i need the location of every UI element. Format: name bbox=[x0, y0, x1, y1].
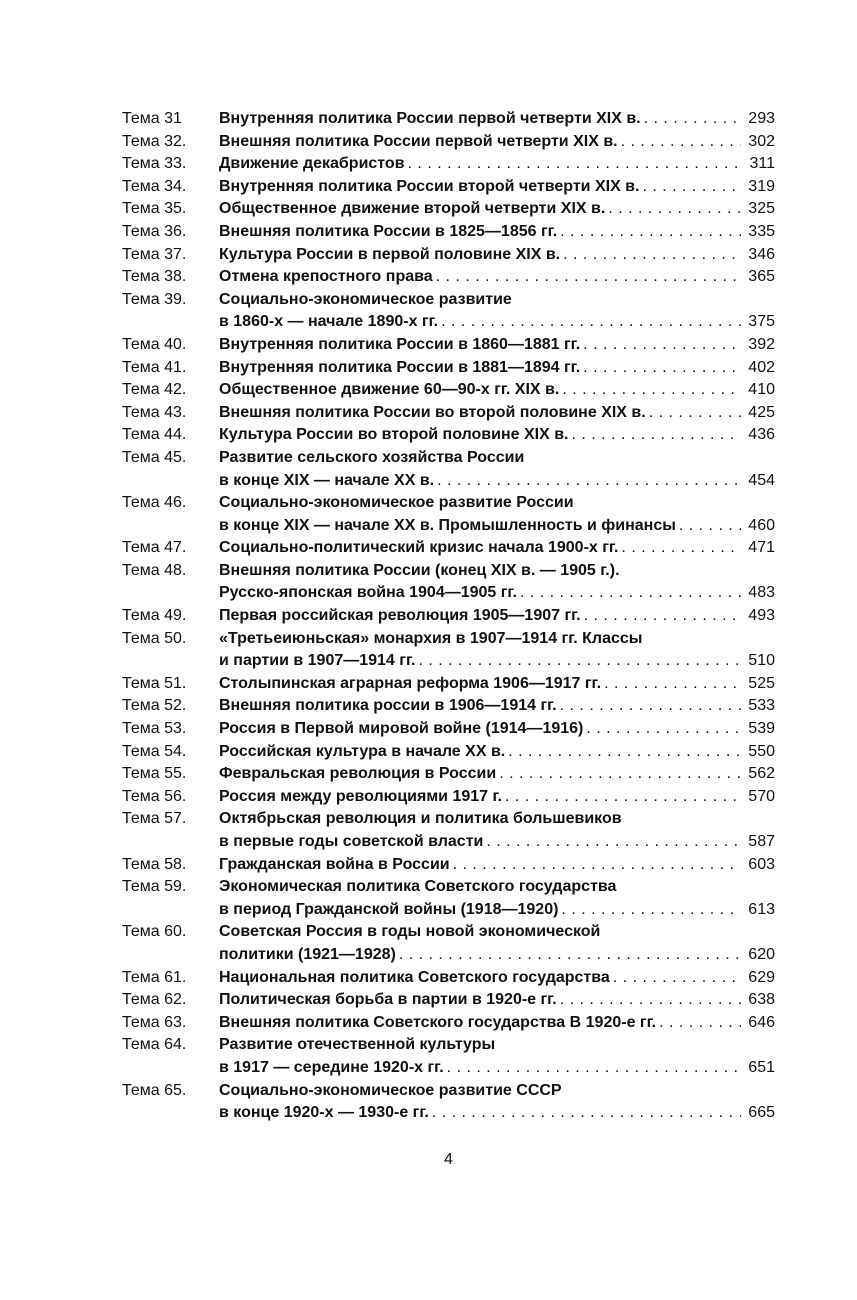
dot-leader bbox=[434, 470, 741, 493]
dot-leader bbox=[415, 650, 741, 673]
toc-entry-title: Экономическая политика Советского государства bbox=[219, 878, 617, 896]
dot-leader bbox=[405, 153, 741, 176]
toc-row bbox=[122, 402, 775, 425]
toc-entry-title: Русско-японская война 1904—1905 гг. bbox=[219, 584, 517, 602]
toc-entry-page: 587 bbox=[748, 833, 775, 850]
toc-entry-page: 392 bbox=[748, 335, 775, 353]
toc-entry-label: Тема 51. bbox=[122, 674, 187, 692]
toc-entry-label: Тема 39. bbox=[122, 290, 187, 308]
toc-entry-title: в первые годы советской власти bbox=[219, 833, 484, 850]
toc-row bbox=[122, 582, 775, 605]
toc-entry-title: Февральская революция в России bbox=[219, 765, 497, 783]
dot-leader bbox=[641, 108, 741, 131]
toc-entry-title: в конце XIX — начале XX в. Промышленность и финансы bbox=[219, 516, 676, 534]
toc-entry-title: Политическая борьба в партии в 1920-е гг. bbox=[219, 991, 557, 1009]
dot-leader bbox=[676, 515, 741, 538]
dot-leader bbox=[433, 266, 741, 289]
toc-entry-title: в 1917 — середине 1920-х гг. bbox=[219, 1058, 444, 1076]
toc-entry-title: Россия между революциями 1917 г. bbox=[219, 787, 502, 805]
toc-entry-page: 346 bbox=[748, 245, 775, 263]
dot-leader bbox=[605, 198, 741, 221]
toc-entry-page: 638 bbox=[748, 991, 775, 1009]
toc-entry-page: 613 bbox=[748, 900, 775, 918]
toc-row bbox=[122, 289, 775, 312]
dot-leader bbox=[502, 786, 741, 809]
toc-entry-label: Тема 41. bbox=[122, 358, 187, 376]
toc-row bbox=[122, 221, 775, 244]
dot-leader bbox=[557, 989, 741, 1012]
toc-entry-label: Тема 48. bbox=[122, 561, 187, 579]
dot-leader bbox=[557, 221, 741, 244]
toc-entry-label: Тема 53. bbox=[122, 720, 187, 738]
dot-leader bbox=[656, 1012, 741, 1035]
toc-entry-page: 665 bbox=[748, 1104, 775, 1122]
toc-entry-label: Тема 60. bbox=[122, 923, 187, 941]
toc-entry-page: 525 bbox=[748, 674, 775, 692]
toc-entry-page: 651 bbox=[748, 1058, 775, 1076]
toc-entry-title: Внутренняя политика России первой четверти XIX в. bbox=[219, 110, 641, 127]
toc-entry-title: Внешняя политика Советского государства В 1920-е гг. bbox=[219, 1013, 657, 1031]
toc-entry-title: Культура России во второй половине XIX в. bbox=[219, 426, 569, 444]
toc-entry-title: Внешняя политика России (конец XIX в. — 1905 г.). bbox=[219, 561, 620, 579]
toc-entry-label: Тема 65. bbox=[122, 1081, 187, 1099]
toc-entry-title: Социально-экономическое развитие bbox=[219, 290, 512, 308]
toc-entry-title: Столыпинская аграрная реформа 1906—1917 гг. bbox=[219, 674, 602, 692]
toc-entry-label: Тема 54. bbox=[122, 742, 187, 760]
toc-entry-page: 325 bbox=[748, 200, 775, 218]
dot-leader bbox=[557, 695, 741, 718]
toc-entry-title: Советская Россия в годы новой экономической bbox=[219, 923, 601, 941]
toc-entry-page: 293 bbox=[748, 110, 775, 127]
dot-leader bbox=[639, 176, 741, 199]
toc-row bbox=[122, 560, 775, 583]
toc-row bbox=[122, 921, 775, 944]
toc-entry-title: в конце 1920-х — 1930-е гг. bbox=[219, 1104, 429, 1122]
toc-entry-title: Октябрьская революция и политика большевиков bbox=[219, 810, 622, 828]
toc-entry-page: 410 bbox=[748, 381, 775, 399]
dot-leader bbox=[618, 537, 741, 560]
toc-entry-title: Россия в Первой мировой войне (1914—1916) bbox=[219, 720, 584, 738]
toc-row bbox=[122, 1080, 775, 1103]
toc-row bbox=[122, 808, 775, 831]
toc-entry-page: 460 bbox=[748, 516, 775, 534]
dot-leader bbox=[438, 311, 741, 334]
toc-row bbox=[122, 357, 775, 380]
toc-row bbox=[122, 311, 775, 334]
toc-row bbox=[122, 876, 775, 899]
toc-entry-page: 471 bbox=[748, 539, 775, 557]
toc-entry-label: Тема 49. bbox=[122, 607, 187, 625]
toc-entry-label: Тема 31 bbox=[122, 110, 182, 127]
toc-entry-title: Отмена крепостного права bbox=[219, 268, 433, 286]
toc-entry-label: Тема 47. bbox=[122, 539, 187, 557]
toc-entry-label: Тема 40. bbox=[122, 335, 187, 353]
toc-row bbox=[122, 176, 775, 199]
dot-leader bbox=[569, 424, 742, 447]
toc-entry-title: Социально-экономическое развитие России bbox=[219, 494, 574, 512]
toc-row bbox=[122, 266, 775, 289]
toc-row bbox=[122, 1102, 775, 1125]
dot-leader bbox=[581, 605, 741, 628]
toc-entry-title: политики (1921—1928) bbox=[219, 945, 396, 963]
toc-entry-label: Тема 45. bbox=[122, 448, 187, 466]
toc-entry-label: Тема 50. bbox=[122, 629, 187, 647]
toc-row bbox=[122, 718, 775, 741]
toc-entry-title: Общественное движение второй четверти XIX в. bbox=[219, 200, 606, 218]
toc-entry-title: в конце XIX — начале XX в. bbox=[219, 471, 435, 489]
toc-entry-page: 533 bbox=[748, 697, 775, 715]
toc-row bbox=[122, 447, 775, 470]
dot-leader bbox=[560, 244, 741, 267]
toc-row bbox=[122, 1057, 775, 1080]
toc-entry-label: Тема 64. bbox=[122, 1036, 187, 1054]
toc-entry-title: Национальная политика Советского государства bbox=[219, 968, 610, 986]
dot-leader bbox=[558, 899, 741, 922]
toc-entry-label: Тема 52. bbox=[122, 697, 187, 715]
toc-entry-title: Культура России в первой половине XIX в. bbox=[219, 245, 561, 263]
toc-entry-title: Внешняя политика россии в 1906—1914 гг. bbox=[219, 697, 557, 715]
toc-entry-page: 539 bbox=[748, 720, 775, 738]
toc-row bbox=[122, 831, 775, 854]
toc-entry-title: в период Гражданской войны (1918—1920) bbox=[219, 900, 559, 918]
toc-entry-label: Тема 42. bbox=[122, 381, 187, 399]
toc-entry-page: 562 bbox=[748, 765, 775, 783]
toc-entry-title: Движение декабристов bbox=[219, 155, 405, 173]
dot-leader bbox=[517, 582, 741, 605]
dot-leader bbox=[580, 357, 741, 380]
toc-entry-label: Тема 61. bbox=[122, 968, 187, 986]
toc-row bbox=[122, 967, 775, 990]
dot-leader bbox=[483, 831, 741, 854]
toc-entry-page: 375 bbox=[748, 313, 775, 331]
toc-entry-page: 620 bbox=[748, 945, 775, 963]
toc-list bbox=[122, 108, 775, 1125]
toc-row bbox=[122, 131, 775, 154]
toc-entry-title: Внутренняя политика России второй четверти XIX в. bbox=[219, 177, 640, 195]
toc-row bbox=[122, 786, 775, 809]
toc-row bbox=[122, 153, 775, 176]
toc-entry-title: Гражданская война в России bbox=[219, 855, 450, 873]
toc-entry-title: Общественное движение 60—90-х гг. XIX в. bbox=[219, 381, 560, 399]
toc-row bbox=[122, 198, 775, 221]
toc-entry-page: 365 bbox=[748, 268, 775, 286]
toc-row bbox=[122, 944, 775, 967]
toc-row bbox=[122, 989, 775, 1012]
toc-row bbox=[122, 379, 775, 402]
toc-entry-label: Тема 43. bbox=[122, 403, 187, 421]
toc-entry-page: 510 bbox=[748, 652, 775, 670]
dot-leader bbox=[610, 967, 741, 990]
toc-entry-page: 302 bbox=[748, 132, 775, 150]
dot-leader bbox=[429, 1102, 741, 1125]
toc-entry-page: 402 bbox=[748, 358, 775, 376]
toc-entry-label: Тема 57. bbox=[122, 810, 187, 828]
toc-row bbox=[122, 650, 775, 673]
toc-entry-title: Развитие отечественной культуры bbox=[219, 1036, 496, 1054]
dot-leader bbox=[580, 334, 741, 357]
toc-entry-title: и партии в 1907—1914 гг. bbox=[219, 652, 416, 670]
toc-row bbox=[122, 628, 775, 651]
toc-entry-page: 454 bbox=[748, 471, 775, 489]
toc-row bbox=[122, 763, 775, 786]
toc-entry-label: Тема 62. bbox=[122, 991, 187, 1009]
dot-leader bbox=[505, 741, 741, 764]
toc-entry-label: Тема 38. bbox=[122, 268, 187, 286]
dot-leader bbox=[496, 763, 741, 786]
dot-leader bbox=[444, 1057, 741, 1080]
toc-entry-label: Тема 33. bbox=[122, 155, 187, 173]
toc-entry-page: 483 bbox=[748, 584, 775, 602]
toc-row bbox=[122, 1012, 775, 1035]
dot-leader bbox=[450, 854, 741, 877]
dot-leader bbox=[601, 673, 741, 696]
toc-row bbox=[122, 492, 775, 515]
toc-row bbox=[122, 854, 775, 877]
toc-entry-page: 629 bbox=[748, 968, 775, 986]
toc-row bbox=[122, 515, 775, 538]
dot-leader bbox=[396, 944, 741, 967]
toc-entry-page: 603 bbox=[748, 855, 775, 873]
toc-entry-page: 550 bbox=[748, 742, 775, 760]
toc-entry-label: Тема 63. bbox=[122, 1013, 187, 1031]
toc-entry-title: Внешняя политика России в 1825—1856 гг. bbox=[219, 222, 558, 240]
toc-entry-label: Тема 44. bbox=[122, 426, 187, 444]
toc-entry-title: Внутренняя политика России в 1881—1894 гг. bbox=[219, 358, 581, 376]
toc-row bbox=[122, 899, 775, 922]
toc-entry-page: 311 bbox=[749, 155, 775, 173]
toc-entry-label: Тема 56. bbox=[122, 787, 187, 805]
toc-entry-label: Тема 37. bbox=[122, 245, 187, 263]
toc-row bbox=[122, 741, 775, 764]
toc-entry-title: в 1860-х — начале 1890-х гг. bbox=[219, 313, 439, 331]
toc-row bbox=[122, 470, 775, 493]
toc-entry-label: Тема 34. bbox=[122, 177, 187, 195]
page-footer bbox=[122, 1151, 775, 1169]
dot-leader bbox=[583, 718, 741, 741]
toc-entry-title: Российская культура в начале XX в. bbox=[219, 742, 506, 760]
toc-entry-page: 335 bbox=[748, 222, 775, 240]
toc-row bbox=[122, 244, 775, 267]
toc-entry-label: Тема 35. bbox=[122, 200, 187, 218]
toc-entry-title: Социально-экономическое развитие СССР bbox=[219, 1081, 562, 1099]
toc-row bbox=[122, 695, 775, 718]
toc-entry-title: Внешняя политика России во второй половине XIX в. bbox=[219, 403, 646, 421]
footer-page-number: 4 bbox=[444, 1150, 453, 1168]
toc-entry-title: Внешняя политика России первой четверти XIX в. bbox=[219, 132, 618, 150]
toc-entry-page: 493 bbox=[748, 607, 775, 625]
toc-entry-page: 425 bbox=[748, 403, 775, 421]
toc-entry-title: «Третьеиюньская» монархия в 1907—1914 гг. Классы bbox=[219, 629, 643, 647]
toc-entry-label: Тема 55. bbox=[122, 765, 187, 783]
toc-entry-title: Развитие сельского хозяйства России bbox=[219, 448, 525, 466]
toc-row bbox=[122, 1034, 775, 1057]
toc-entry-label: Тема 32. bbox=[122, 132, 187, 150]
toc-row bbox=[122, 334, 775, 357]
toc-entry-label: Тема 59. bbox=[122, 878, 187, 896]
toc-entry-label: Тема 58. bbox=[122, 855, 187, 873]
toc-entry-page: 570 bbox=[748, 787, 775, 805]
toc-entry-page: 319 bbox=[748, 177, 775, 195]
dot-leader bbox=[646, 402, 741, 425]
toc-row bbox=[122, 673, 775, 696]
toc-entry-page: 646 bbox=[748, 1013, 775, 1031]
toc-row bbox=[122, 424, 775, 447]
toc-entry-title: Социально-политический кризис начала 1900-х гг. bbox=[219, 539, 619, 557]
toc-entry-label: Тема 36. bbox=[122, 222, 187, 240]
toc-entry-page: 436 bbox=[748, 426, 775, 444]
toc-entry-title: Первая российская революция 1905—1907 гг. bbox=[219, 607, 581, 625]
toc-entry-title: Внутренняя политика России в 1860—1881 гг. bbox=[219, 335, 581, 353]
dot-leader bbox=[618, 131, 741, 154]
toc-row bbox=[122, 537, 775, 560]
toc-row bbox=[122, 108, 775, 131]
toc-row bbox=[122, 605, 775, 628]
dot-leader bbox=[559, 379, 741, 402]
toc-entry-label: Тема 46. bbox=[122, 494, 187, 512]
